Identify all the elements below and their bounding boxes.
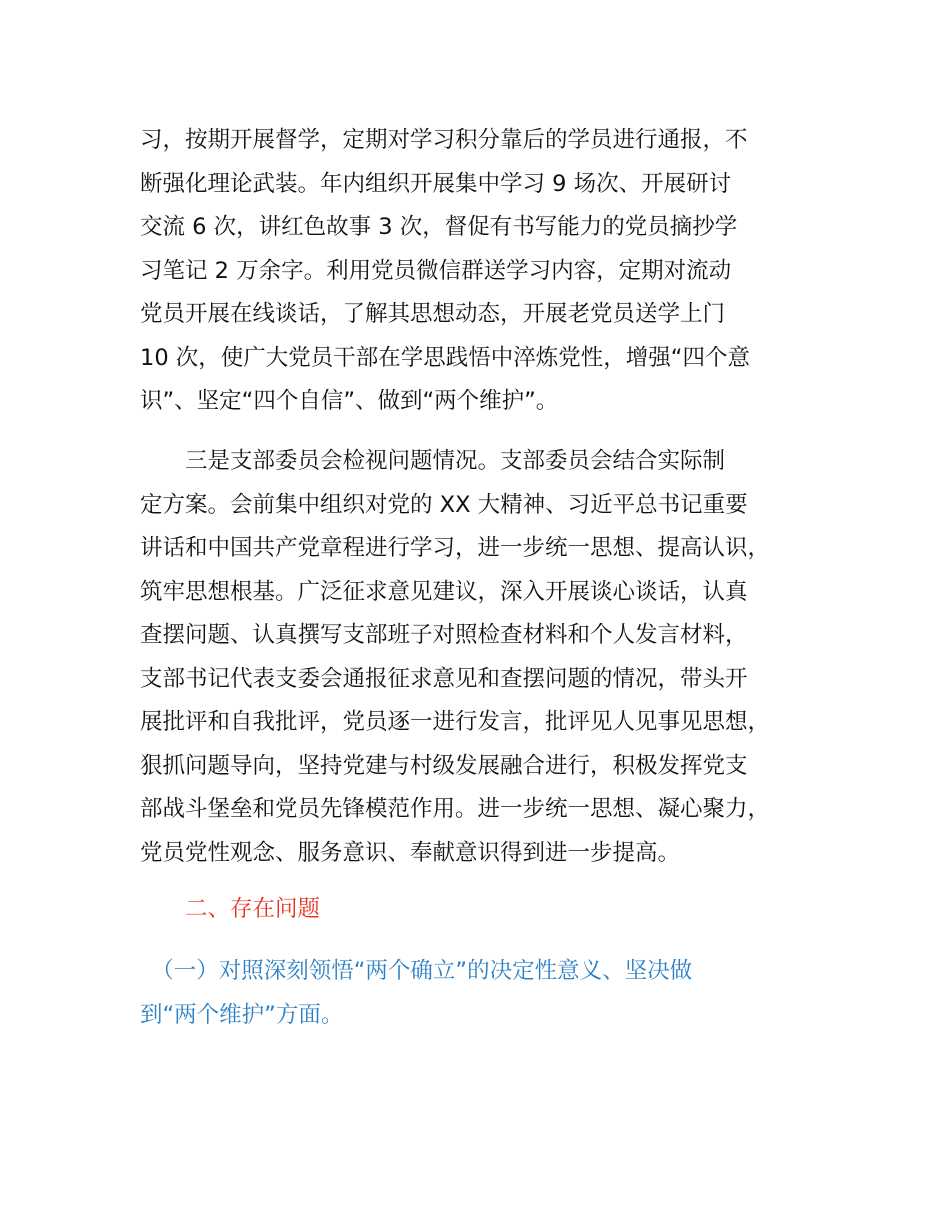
body-paragraph (140, 440, 840, 875)
text-line: 查摆问题、认真撰写支部班子对照检查材料和个人发言材料， (140, 622, 748, 648)
text-line: 狠抓问题导向，坚持党建与村级发展融合进行，积极发挥党支 (140, 752, 748, 779)
text-line: 习笔记 2 万余字。利用党员微信群送学习内容，定期对流动 (140, 257, 732, 284)
text-line: 断强化理论武装。年内组织开展集中学习 9 场次、开展研讨 (140, 170, 732, 197)
section-heading (140, 888, 840, 932)
text-line: 部战斗堡垒和党员先锋模范作用。进一步统一思想、凝心聚力， (140, 796, 771, 822)
body-paragraph (140, 119, 840, 424)
subsection-heading-line: （一）对照深刻领悟“两个确立”的决定性意义、坚决做 (140, 958, 693, 984)
text-line: 党员党性观念、服务意识、奉献意识得到进一步提高。 (140, 839, 681, 866)
text-line: 支部书记代表支委会通报征求意见和查摆问题的情况，带头开 (140, 665, 748, 692)
text-line: 筑牢思想根基。广泛征求意见建议，深入开展谈心谈话，认真 (140, 578, 748, 605)
text-line: 交流 6 次，讲红色故事 3 次，督促有书写能力的党员摘抄学 (140, 214, 738, 240)
text-line: 三是支部委员会检视问题情况。支部委员会结合实际制 (140, 448, 726, 474)
text-line: 展批评和自我批评，党员逐一进行发言，批评见人见事见思想， (140, 709, 771, 735)
text-line: 10 次，使广大党员干部在学思践悟中淬炼党性，增强“四个意 (140, 344, 750, 371)
text-line: 党员开展在线谈话，了解其思想动态，开展老党员送学上门 (140, 301, 726, 327)
subsection-heading (140, 950, 840, 1037)
text-line: 识”、坚定“四个自信”、做到“两个维护”。 (140, 388, 559, 414)
text-line: 定方案。会前集中组织对党的 XX 大精神、习近平总书记重要 (140, 491, 748, 518)
text-line: 习，按期开展督学，定期对学习积分靠后的学员进行通报，不 (140, 127, 748, 153)
section-heading-text: 二、存在问题 (140, 896, 321, 922)
subsection-heading-line: 到“两个维护”方面。 (140, 1001, 344, 1028)
text-line: 讲话和中国共产党章程进行学习，进一步统一思想、提高认识， (140, 535, 771, 561)
